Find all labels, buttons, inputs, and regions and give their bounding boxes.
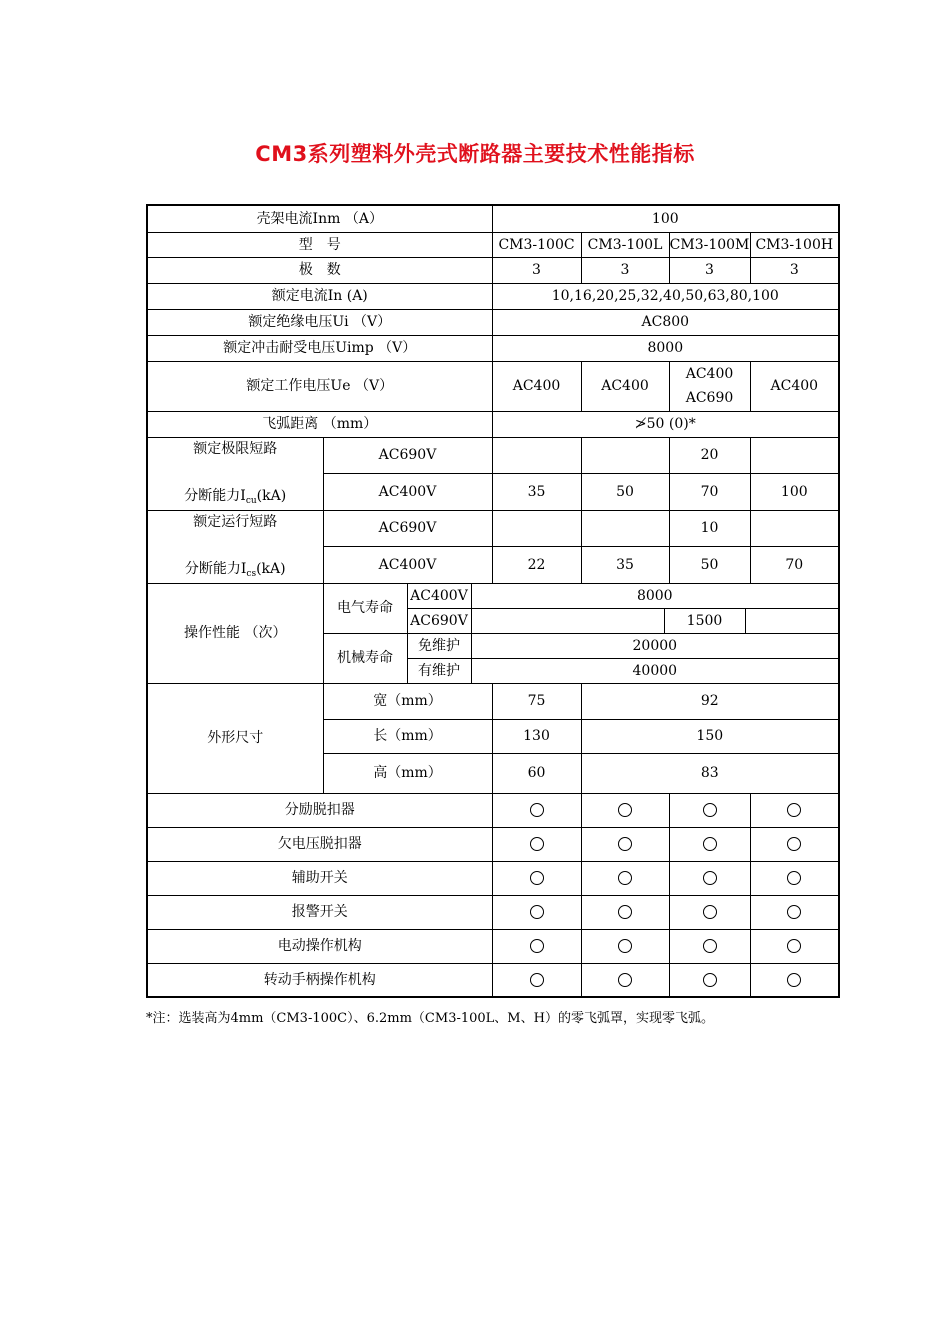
voltage-label: AC690V	[408, 609, 472, 633]
cell-value	[750, 437, 839, 473]
cell-value: 10,16,20,25,32,40,50,63,80,100	[492, 283, 839, 309]
cell-value: 3	[750, 257, 839, 283]
option-cell	[750, 929, 839, 963]
circle-icon	[618, 871, 632, 885]
row-label: 型 号	[147, 232, 492, 257]
dimension-name: 宽（mm）	[323, 683, 492, 719]
empty-cell	[746, 609, 839, 633]
cell-value: 3	[581, 257, 669, 283]
circle-icon	[530, 939, 544, 953]
ics-label	[147, 510, 323, 583]
option-cell	[492, 861, 581, 895]
ics-label-line1: 额定运行短路	[193, 513, 278, 530]
table-row	[147, 861, 839, 895]
table-row	[147, 895, 839, 929]
cell-value: 8000	[492, 335, 839, 361]
cell-value: 35	[492, 473, 581, 510]
option-cell	[669, 827, 750, 861]
cell-value: 70	[750, 546, 839, 583]
operation-subtable	[407, 583, 839, 608]
circle-icon	[618, 837, 632, 851]
cell-value: 50	[669, 546, 750, 583]
dimension-name: 高（mm）	[323, 753, 492, 793]
option-cell	[581, 895, 669, 929]
option-cell	[492, 793, 581, 827]
row-label: 额定绝缘电压Ui （V）	[147, 309, 492, 335]
cell-line: AC690	[685, 390, 734, 406]
option-cell	[581, 929, 669, 963]
cell-value: 130	[492, 719, 581, 753]
option-cell	[750, 827, 839, 861]
cell-value: 50	[581, 473, 669, 510]
option-cell	[669, 963, 750, 997]
table-row	[147, 309, 839, 335]
electrical-life-label: 电气寿命	[323, 583, 407, 633]
icu-label-text: 分断能力	[184, 487, 241, 504]
option-cell	[669, 929, 750, 963]
circle-icon	[618, 973, 632, 987]
option-cell	[669, 895, 750, 929]
table-row	[147, 361, 839, 411]
footnote: *注：选装高为4mm（CM3-100C）、6.2mm（CM3-100L、M、H）的零飞弧罩，实现零飞弧。	[146, 1011, 714, 1026]
cell-value: AC800	[492, 309, 839, 335]
cell-value: AC400	[492, 361, 581, 411]
circle-icon	[787, 905, 801, 919]
table-row	[147, 793, 839, 827]
model-cell: CM3-100H	[750, 232, 839, 257]
voltage-label: AC400V	[408, 584, 472, 608]
circle-icon	[530, 837, 544, 851]
circle-icon	[703, 803, 717, 817]
option-cell	[750, 793, 839, 827]
cell-value: 70	[669, 473, 750, 510]
cell-value: 22	[492, 546, 581, 583]
row-label: 飞弧距离 （mm）	[147, 411, 492, 437]
cell-value: 35	[581, 546, 669, 583]
table-row	[147, 335, 839, 361]
cell-value: 20	[669, 437, 750, 473]
cell-value	[492, 510, 581, 546]
cell-value: AC400	[750, 361, 839, 411]
cell-value: 75	[492, 683, 581, 719]
circle-icon	[787, 939, 801, 953]
cell-value: 1500	[665, 609, 746, 633]
cell-value: 100	[750, 473, 839, 510]
operation-subtable	[407, 608, 839, 633]
table-row	[147, 683, 839, 719]
model-cell: CM3-100M	[669, 232, 750, 257]
cell-value: 3	[669, 257, 750, 283]
accessory-label: 欠电压脱扣器	[147, 827, 492, 861]
accessory-label: 分励脱扣器	[147, 793, 492, 827]
cell-value: 10	[669, 510, 750, 546]
ics-label-text: 分断能力	[184, 560, 241, 577]
operation-label: 操作性能 （次）	[147, 583, 323, 683]
option-cell	[581, 861, 669, 895]
circle-icon	[530, 803, 544, 817]
table-row	[147, 827, 839, 861]
cell-value: 3	[492, 257, 581, 283]
cell-value: 20000	[632, 637, 678, 654]
operation-subtable	[407, 633, 839, 658]
option-cell	[581, 963, 669, 997]
option-cell	[750, 895, 839, 929]
table-row	[147, 283, 839, 309]
option-cell	[750, 861, 839, 895]
cell-value	[581, 510, 669, 546]
circle-icon	[703, 905, 717, 919]
cell-value: ≯50 (0)*	[492, 411, 839, 437]
icu-unit: (kA)	[256, 487, 287, 504]
circle-icon	[703, 837, 717, 851]
ics-unit: (kA)	[256, 560, 286, 577]
accessory-label: 转动手柄操作机构	[147, 963, 492, 997]
table-row	[147, 205, 839, 232]
option-cell	[669, 861, 750, 895]
ics-subscript: cs	[246, 568, 257, 579]
cell-value	[750, 510, 839, 546]
row-label: 壳架电流Inm （A）	[147, 205, 492, 232]
maintenance-label: 免维护	[408, 634, 472, 658]
accessory-label: 报警开关	[147, 895, 492, 929]
table-row	[147, 437, 839, 473]
table-row	[147, 583, 839, 608]
cell-value: 60	[492, 753, 581, 793]
option-cell	[492, 895, 581, 929]
mechanical-life-label: 机械寿命	[323, 633, 407, 683]
option-cell	[492, 827, 581, 861]
voltage-label: AC400V	[323, 473, 492, 510]
cell-line: AC400	[685, 366, 734, 382]
cell-value	[492, 437, 581, 473]
cell-value: 150	[581, 719, 839, 753]
circle-icon	[787, 973, 801, 987]
table-row	[147, 510, 839, 546]
cell-value-multi	[669, 361, 750, 411]
dimension-name: 长（mm）	[323, 719, 492, 753]
circle-icon	[703, 871, 717, 885]
circle-icon	[530, 973, 544, 987]
voltage-label: AC400V	[323, 546, 492, 583]
document-title: CM3系列塑料外壳式断路器主要技术性能指标	[255, 142, 695, 166]
icu-label-line1: 额定极限短路	[193, 440, 278, 457]
table-row	[147, 963, 839, 997]
cell-value: 83	[581, 753, 839, 793]
spec-table	[146, 204, 840, 998]
voltage-label: AC690V	[323, 510, 492, 546]
table-row	[147, 232, 839, 257]
option-cell	[581, 827, 669, 861]
cell-value: 100	[492, 205, 839, 232]
row-label: 极 数	[147, 257, 492, 283]
operation-subtable	[407, 658, 839, 683]
accessory-label: 辅助开关	[147, 861, 492, 895]
circle-icon	[703, 973, 717, 987]
icu-symbol: I	[240, 487, 246, 504]
cell-value: 92	[581, 683, 839, 719]
circle-icon	[530, 905, 544, 919]
table-row	[147, 929, 839, 963]
option-cell	[750, 963, 839, 997]
option-cell	[492, 963, 581, 997]
maintenance-label: 有维护	[408, 659, 472, 683]
option-cell	[669, 793, 750, 827]
dimensions-label: 外形尺寸	[147, 683, 323, 793]
table-row	[147, 411, 839, 437]
row-label: 额定冲击耐受电压Uimp （V）	[147, 335, 492, 361]
ics-symbol: I	[240, 560, 247, 577]
option-cell	[492, 929, 581, 963]
cell-value: AC400	[581, 361, 669, 411]
row-label: 额定电流In (A)	[147, 283, 492, 309]
circle-icon	[703, 939, 717, 953]
cell-value	[581, 437, 669, 473]
circle-icon	[618, 905, 632, 919]
icu-subscript: cu	[245, 495, 257, 506]
model-cell: CM3-100C	[492, 232, 581, 257]
voltage-label: AC690V	[323, 437, 492, 473]
circle-icon	[787, 837, 801, 851]
cell-value: 40000	[632, 662, 678, 679]
circle-icon	[787, 803, 801, 817]
row-label: 额定工作电压Ue （V）	[147, 361, 492, 411]
icu-label	[147, 437, 323, 510]
circle-icon	[618, 803, 632, 817]
cell-value: 8000	[636, 587, 673, 604]
ics-label-line2	[148, 560, 323, 581]
circle-icon	[530, 871, 544, 885]
circle-icon	[787, 871, 801, 885]
option-cell	[581, 793, 669, 827]
model-cell: CM3-100L	[581, 232, 669, 257]
accessory-label: 电动操作机构	[147, 929, 492, 963]
empty-cell	[472, 609, 665, 633]
icu-label-line2	[148, 487, 323, 508]
circle-icon	[618, 939, 632, 953]
table-row	[147, 257, 839, 283]
